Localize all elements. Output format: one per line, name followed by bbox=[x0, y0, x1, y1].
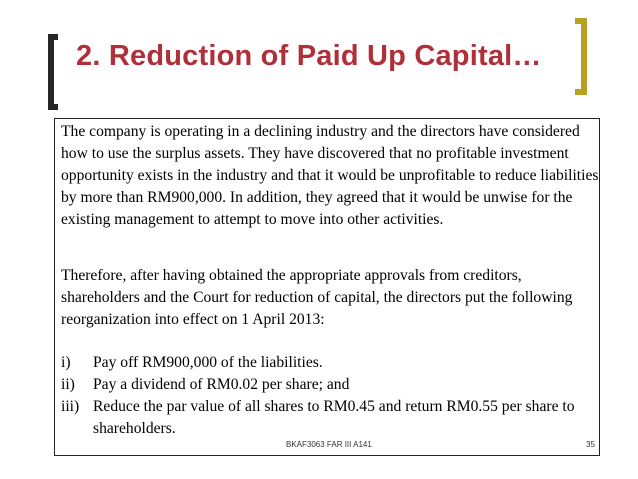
list-item-number: iii) bbox=[61, 398, 80, 415]
footer-course-code: BKAF3063 FAR III A141 bbox=[286, 440, 372, 449]
right-bracket-decoration bbox=[575, 18, 587, 95]
slide-title: 2. Reduction of Paid Up Capital… bbox=[76, 40, 542, 72]
list-item bbox=[61, 352, 601, 374]
list-item-text: Pay off RM900,000 of the liabilities. bbox=[93, 354, 323, 371]
approval-paragraph: Therefore, after having obtained the appropriate approvals from creditors, shareholders and the Court for reduction of capital, the directors put the following reorganization into effect on 1 April 2013: bbox=[61, 267, 573, 328]
list-item-number: ii) bbox=[61, 376, 75, 393]
list-item bbox=[61, 396, 601, 440]
list-item-number: i) bbox=[61, 354, 71, 371]
left-bracket-decoration bbox=[48, 34, 58, 110]
list-item-text: Pay a dividend of RM0.02 per share; and bbox=[93, 376, 350, 393]
page-number: 35 bbox=[586, 440, 595, 449]
list-item-text: Reduce the par value of all shares to RM0.45 and return RM0.55 per share to shareholders. bbox=[93, 398, 575, 437]
reorganization-list bbox=[61, 352, 601, 440]
list-item bbox=[61, 374, 601, 396]
intro-paragraph: The company is operating in a declining industry and the directors have considered how to use the surplus assets. They have discovered that no profitable investment opportunity exists in the industry and that it would be unprofitable to reduce liabilities by more than RM900,000. In addition, they agreed that it would be unwise for the existing management to attempt to move into other activities. bbox=[61, 123, 599, 228]
